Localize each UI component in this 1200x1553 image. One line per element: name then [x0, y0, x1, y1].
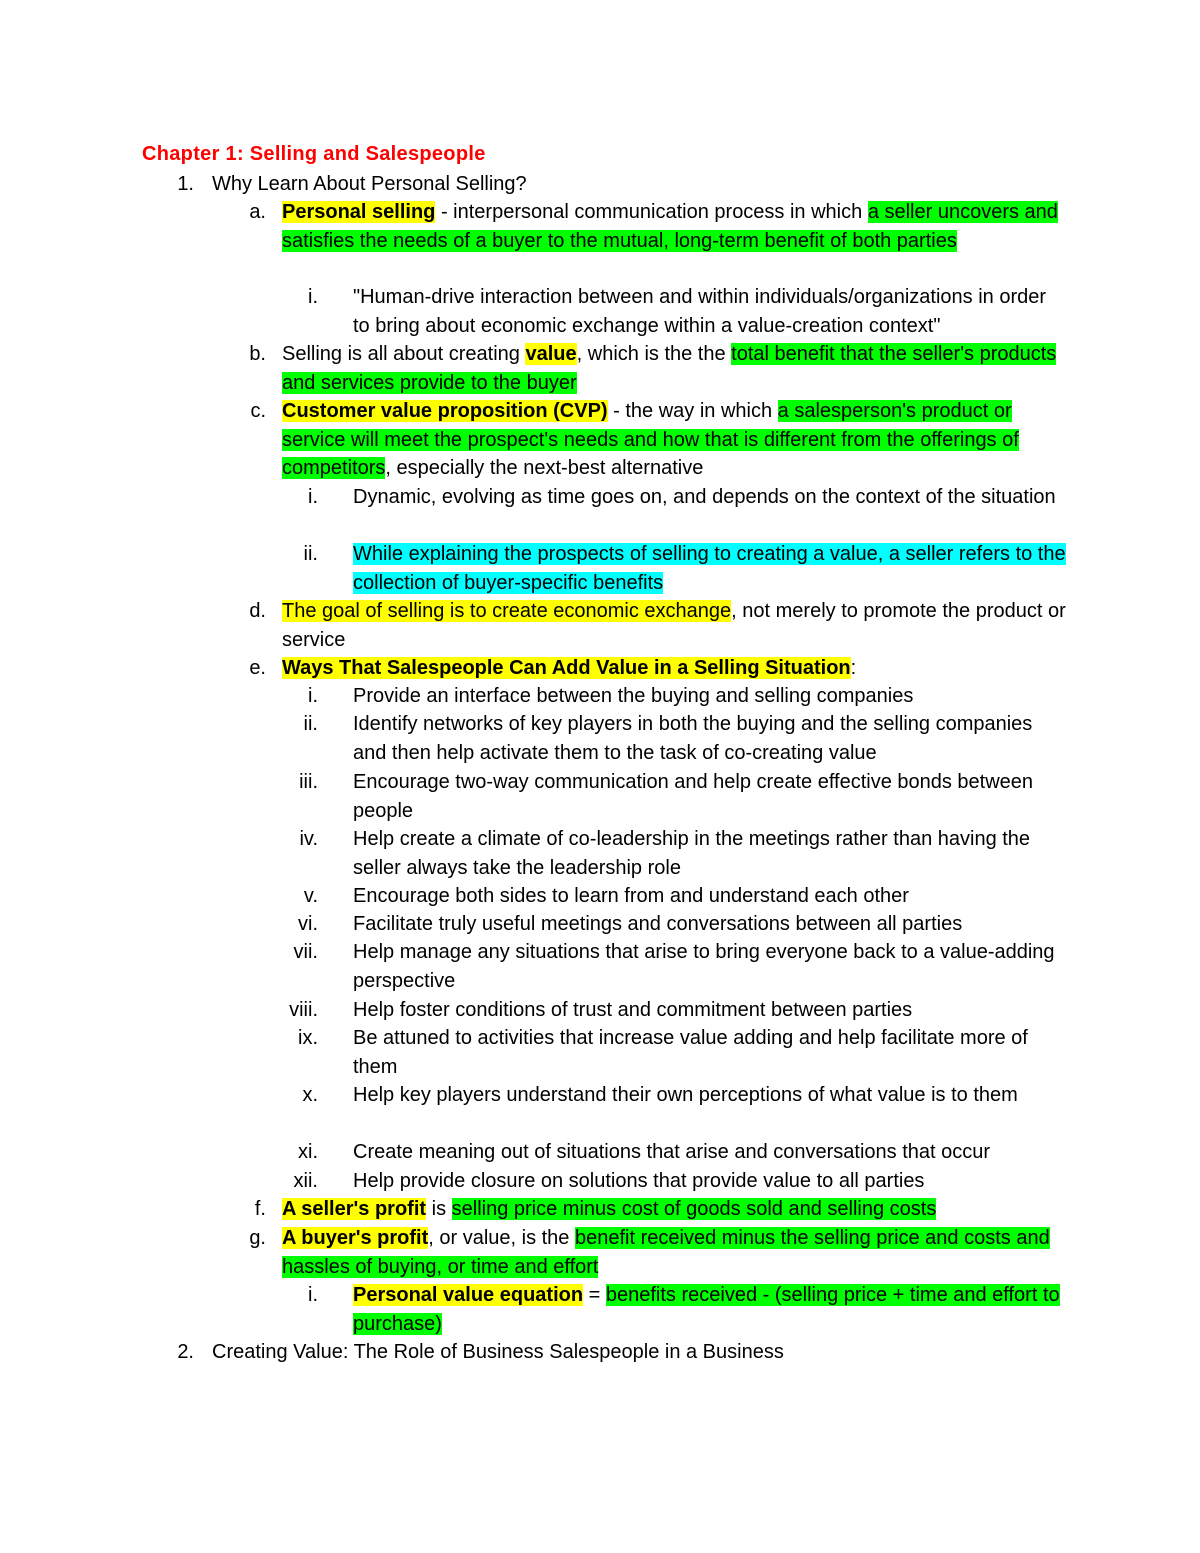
- term-personal-selling: Personal selling: [282, 201, 436, 223]
- definition-text: - interpersonal communication process in which: [435, 201, 868, 223]
- list-marker: iii.: [299, 771, 318, 793]
- section-2-heading: Creating Value: The Role of Business Salespeople in a Business: [212, 1341, 784, 1363]
- body-text: Help create a climate of co-leadership in the meetings rather than having the seller always take the leadership role: [353, 828, 1031, 879]
- list-marker: d.: [249, 600, 266, 622]
- body-text: is: [426, 1198, 452, 1220]
- list-marker: i.: [308, 1284, 318, 1306]
- list-marker: vii.: [293, 941, 318, 963]
- list-marker: v.: [303, 885, 318, 907]
- body-text: , not merely to promote the product or service: [282, 600, 1066, 651]
- body-text: Help manage any situations that arise to bring everyone back to a value-adding perspective: [353, 941, 1055, 992]
- section-1-heading: Why Learn About Personal Selling?: [212, 173, 527, 195]
- list-marker: xi.: [298, 1141, 318, 1163]
- list-marker: i.: [308, 486, 318, 508]
- body-text: Create meaning out of situations that arise and conversations that occur: [353, 1141, 991, 1163]
- body-text: Help foster conditions of trust and commitment between parties: [353, 999, 913, 1021]
- list-marker: c.: [250, 400, 266, 422]
- list-marker: a.: [249, 201, 266, 223]
- list-marker: vi.: [298, 913, 318, 935]
- body-text: Provide an interface between the buying and selling companies: [353, 685, 914, 707]
- list-marker: b.: [249, 343, 266, 365]
- list-marker: xii.: [293, 1170, 318, 1192]
- highlighted-definition: total benefit that the seller's products and services provide to the buyer: [282, 343, 1057, 394]
- list-marker: ix.: [298, 1027, 318, 1049]
- highlighted-definition: benefit received minus the selling price and costs and hassles of buying, or time and effort: [282, 1227, 1050, 1278]
- term-personal-value-equation: Personal value equation: [353, 1284, 584, 1306]
- body-text: :: [850, 657, 857, 679]
- list-marker: i.: [308, 685, 318, 707]
- body-text: Selling is all about creating: [282, 343, 526, 365]
- list-marker: ii.: [303, 543, 318, 565]
- list-marker: x.: [302, 1084, 318, 1106]
- body-text: Dynamic, evolving as time goes on, and depends on the context of the situation: [353, 486, 1056, 508]
- highlighted-definition: a seller uncovers and satisfies the needs of a buyer to the mutual, long-term benefit of both parties: [282, 201, 1058, 252]
- body-text: Facilitate truly useful meetings and conversations between all parties: [353, 913, 963, 935]
- list-marker: ii.: [303, 713, 318, 735]
- body-text: , which is the the: [576, 343, 732, 365]
- body-text: Encourage both sides to learn from and understand each other: [353, 885, 909, 907]
- chapter-title: Chapter 1: Selling and Salespeople: [142, 143, 486, 165]
- term-buyer-profit: A buyer's profit: [282, 1227, 429, 1249]
- quote-text: "Human-drive interaction between and within individuals/organizations in order to bring about economic exchange within a value-creation context": [353, 286, 1047, 337]
- body-text: =: [583, 1284, 606, 1306]
- term-seller-profit: A seller's profit: [282, 1198, 427, 1220]
- list-marker: iv.: [299, 828, 318, 850]
- term-ways-add-value: Ways That Salespeople Can Add Value in a Selling Situation: [282, 657, 851, 679]
- list-marker: g.: [249, 1227, 266, 1249]
- body-text: , especially the next-best alternative: [385, 457, 704, 479]
- body-text: Identify networks of key players in both the buying and the selling companies and then help activate them to the task of co-creating value: [353, 713, 1033, 764]
- term-value: value: [525, 343, 577, 365]
- body-text: Encourage two-way communication and help create effective bonds between people: [353, 771, 1034, 822]
- body-text: Help provide closure on solutions that provide value to all parties: [353, 1170, 925, 1192]
- list-marker: e.: [249, 657, 266, 679]
- highlighted-definition: selling price minus cost of goods sold and selling costs: [451, 1198, 937, 1220]
- cyan-highlighted-text: While explaining the prospects of selling to creating a value, a seller refers to the collection of buyer-specific benefits: [353, 543, 1066, 594]
- term-cvp: Customer value proposition (CVP): [282, 400, 608, 422]
- highlighted-definition: a salesperson's product or service will meet the prospect's needs and how that is different from the offerings of competitors: [282, 400, 1019, 479]
- body-text: , or value, is the: [428, 1227, 575, 1249]
- body-text: Help key players understand their own perceptions of what value is to them: [353, 1084, 1018, 1106]
- highlighted-definition: benefits received - (selling price + time and effort to purchase): [353, 1284, 1060, 1335]
- list-marker: i.: [308, 286, 318, 308]
- list-marker: f.: [254, 1198, 266, 1220]
- body-text: Be attuned to activities that increase value adding and help facilitate more of them: [353, 1027, 1028, 1078]
- body-text: - the way in which: [607, 400, 778, 422]
- list-marker: viii.: [289, 999, 318, 1021]
- yellow-highlighted-text: The goal of selling is to create economic exchange: [282, 600, 732, 622]
- list-marker: 2.: [177, 1341, 194, 1363]
- list-marker: 1.: [177, 173, 194, 195]
